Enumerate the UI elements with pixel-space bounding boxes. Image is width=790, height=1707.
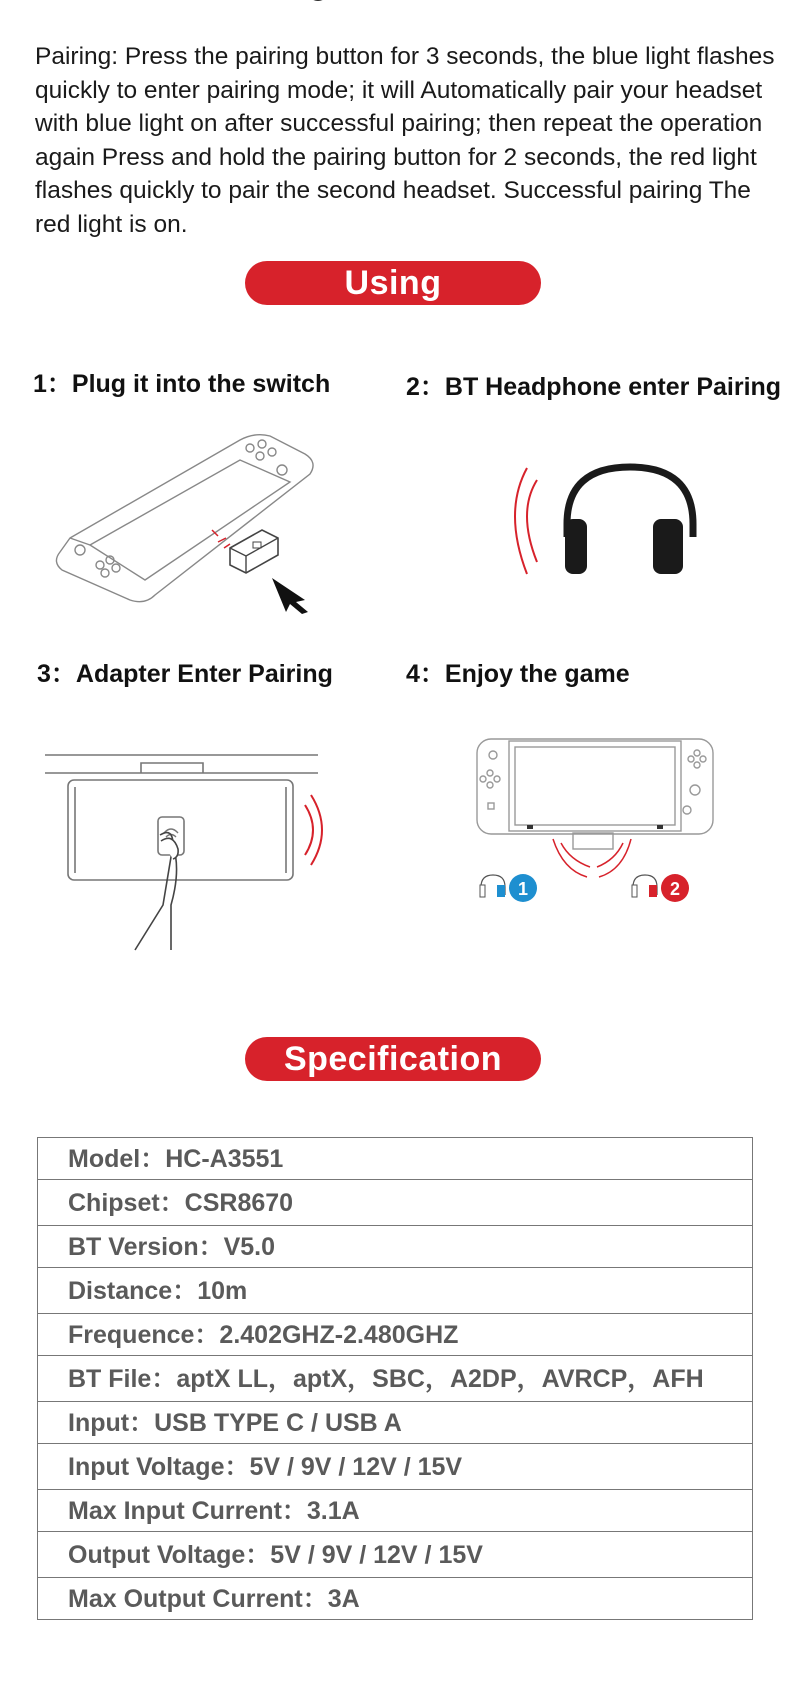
spec-row-input: Input：USB TYPE C / USB A	[38, 1402, 752, 1444]
headphone-illustration	[505, 462, 705, 582]
spec-row-distance: Distance：10m	[38, 1268, 752, 1314]
step-3-title: 3：Adapter Enter Pairing	[37, 660, 333, 688]
top-decoration	[300, 0, 336, 8]
badge-1: 1	[517, 879, 529, 899]
specification-table	[37, 1137, 753, 1620]
spec-row-bt-file: BT File：aptX LL，aptX，SBC，A2DP，AVRCP，AFH	[38, 1356, 752, 1402]
specification-heading: Specification	[245, 1037, 541, 1081]
spec-row-bt-version: BT Version：V5.0	[38, 1226, 752, 1268]
spec-row-max-output-current: Max Output Current：3A	[38, 1578, 752, 1620]
enjoy-game-illustration	[475, 735, 720, 910]
adapter-pairing-illustration	[43, 745, 343, 955]
spec-row-input-voltage: Input Voltage：5V / 9V / 12V / 15V	[38, 1444, 752, 1490]
switch-plug-illustration	[50, 430, 320, 615]
badge-2: 2	[669, 879, 681, 899]
spec-row-chipset: Chipset：CSR8670	[38, 1180, 752, 1226]
step-4-title: 4：Enjoy the game	[406, 660, 630, 688]
step-2-title: 2：BT Headphone enter Pairing	[406, 373, 782, 401]
spec-row-max-input-current: Max Input Current：3.1A	[38, 1490, 752, 1532]
spec-row-output-voltage: Output Voltage：5V / 9V / 12V / 15V	[38, 1532, 752, 1578]
pairing-instructions: Pairing: Press the pairing button for 3 seconds, the blue light flashes quickly to enter pairing mode; it will Automatically pair your headset with blue light on after successful pairing; then repeat the operation again Press and hold the pairing button for 2 seconds, the red light flashes quickly to pair the second headset. Successful pairing The red light is on.	[35, 43, 775, 238]
step-1-title: 1：Plug it into the switch	[33, 370, 331, 398]
using-heading: Using	[245, 261, 541, 305]
spec-row-frequence: Frequence：2.402GHZ-2.480GHZ	[38, 1314, 752, 1356]
spec-row-model: Model：HC-A3551	[38, 1138, 752, 1180]
